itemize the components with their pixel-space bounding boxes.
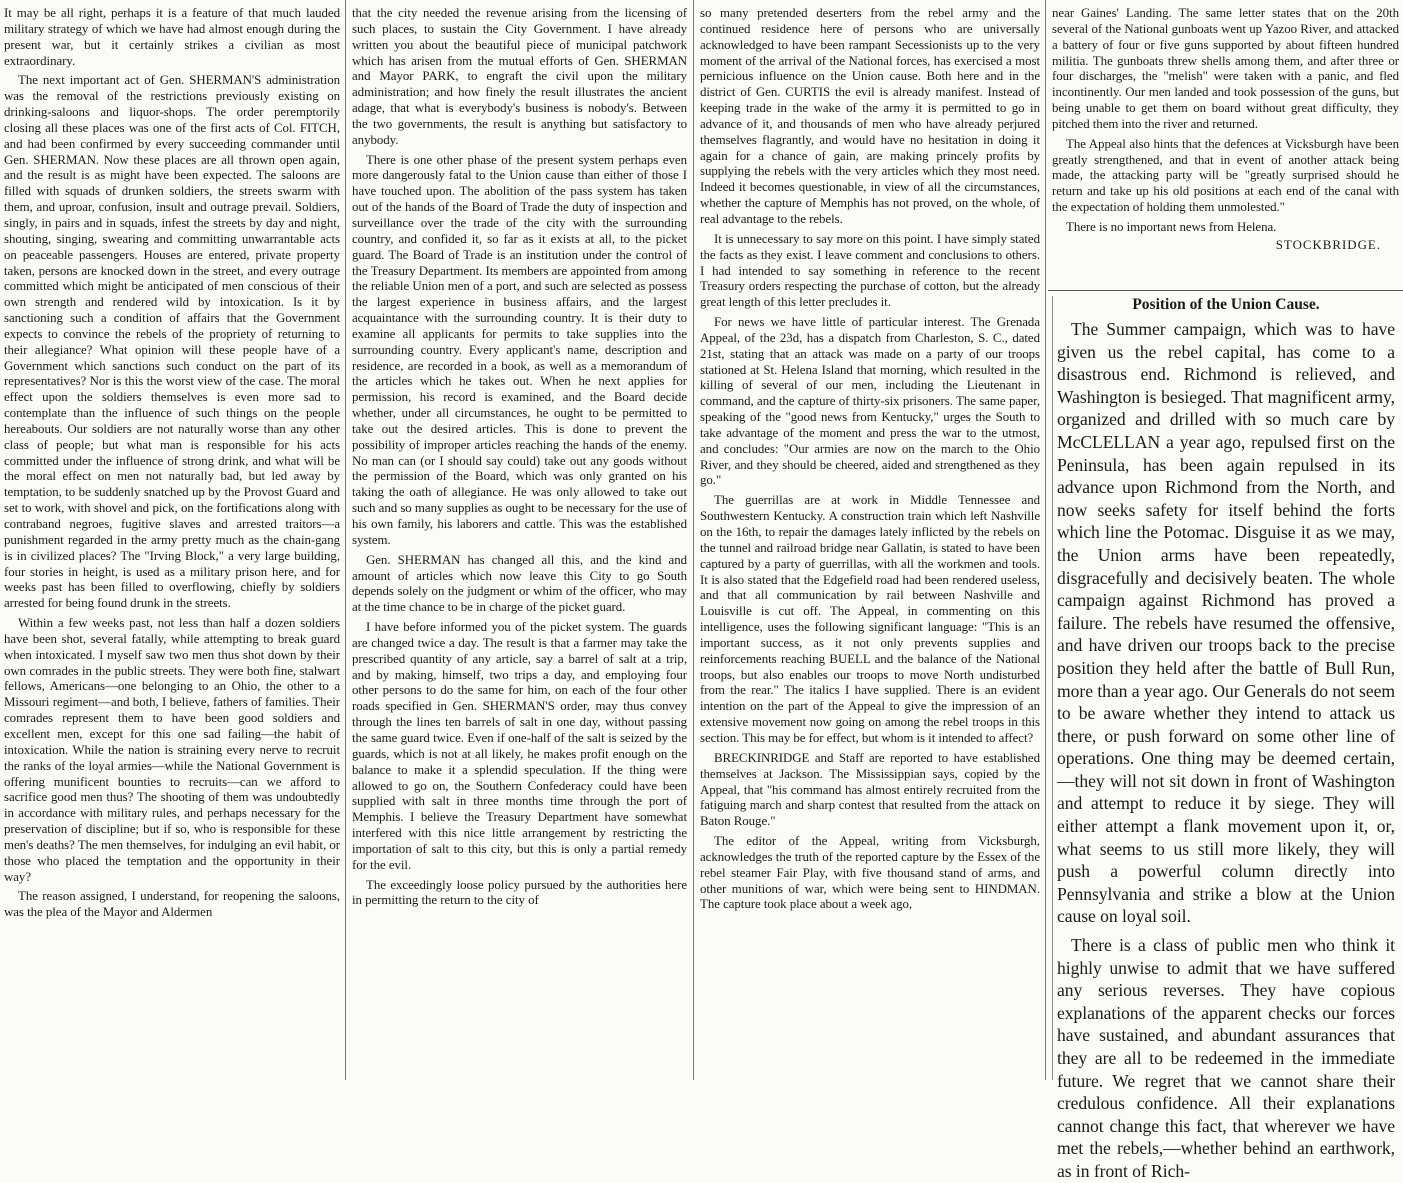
column-1 [0, 0, 344, 1080]
paragraph: Within a few weeks past, not less than half a dozen soldiers have been shot, several fatally, while attempting to break guard when intoxicated. I myself saw two men thus shot down by their own comrades in the public streets. They were both fine, stalwart fellows, Americans—one belonging to an Ohio, the other to a Missouri regiment—and both, I believe, fathers of families. Their comrades represent them to have been good soldiers and excellent men, except for this one sad failing—the habit of intoxication. While the nation is straining every nerve to recruit the ranks of the loyal armies—while the National Government is offering munificent bounties to recruits—can we afford to sacrifice good men thus? The shooting of them was undoubtedly in accordance with military rules, and perhaps necessary for the preservation of discipline; but if so, who is responsible for these men's deaths? The men themselves, for indulging an evil habit, or those who placed the temptation and the opportunity in their way? [4, 616, 340, 884]
paragraph: near Gaines' Landing. The same letter states that on the 20th several of the National gunboats went up Yazoo River, and attacked a battery of four or five guns supported by about fifteen hundred militia. The gunboats threw shells among them, and after three or four discharges, the "melish" were taken with a panic, and fled incontinently. Our men landed and took possession of the guns, but being unable to get them on board without great difficulty, they pitched them into the river and returned. [1052, 6, 1399, 131]
paragraph: There is one other phase of the present system perhaps even more dangerously fatal to the Union cause than either of those I have touched upon. The abolition of the pass system has taken out of the hands of the Board of Trade the duty of inspection and surveillance over the trade of the city with the surrounding country, and confided it, so far as it exists at all, to the picket guard. The Board of Trade is an institution under the control of the Treasury Department. Its members are appointed from among the reliable Union men of a port, and such are selected as possess the largest experience in business affairs, and the largest acquaintance with the surrounding country. It is their duty to examine all applicants for permits to take supplies into the surrounding country. Every applicant's name, description and residence, are recorded in a book, as well as a memorandum of the articles which he takes out. When he next applies for permission, his record is examined, and the Board decide whether, under all circumstances, he ought to be permitted to take out the desired articles. This is done to prevent the possibility of improper articles reaching the hands of the enemy. No man can (or I should say could) take out any goods without the permission of the Board, which was only granted on his taking the oath of allegiance. He was only allowed to take out such and so many supplies as ought to be necessary for the use of his own family, his laborers and cattle. This was the established system. [352, 152, 687, 547]
paragraph: I have before informed you of the picket system. The guards are changed twice a day. The result is that a farmer may take the prescribed quantity of any article, say a barrel of salt at a trip, and by making, himself, two trips a day, and employing four other persons to do the same for him, on each of the four other roads specified in Gen. SHERMAN'S order, may thus convey through the lines ten barrels of salt in one day, without passing the same guard twice. Even if one-half of the salt is seized by the guards, which is not at all likely, he makes profit enough on the balance to make it a splendid speculation. If the thing were allowed to go on, the Southern Confederacy could have been supplied with salt in three months time through the port of Memphis. I believe the Treasury Department have somewhat interfered with this nice little arrangement by restricting the importation of salt to this city, but this is only a partial remedy for the evil. [352, 620, 687, 872]
column-3 [696, 0, 1044, 1080]
paragraph: It may be all right, perhaps it is a feature of that much lauded military strategy of which we have had almost enough during the present war, but it certainly strikes a civilian as most extraordinary. [4, 6, 340, 68]
column-divider [345, 0, 346, 1080]
column-4 [1048, 0, 1403, 292]
paragraph: The Summer campaign, which was to have given us the rebel capital, has come to a disastrous end. Richmond is relieved, and Washington is besieged. That magnificent army, organized and drilled with so much care by McCLELLAN a year ago, repulsed first on the Peninsula, has been again repulsed in its advance upon Richmond from the North, and now seeks safety for itself behind the forts which line the Potomac. Disguise it as we may, the Union arms have been repeatedly, disgracefully and decisively beaten. The whole campaign against Richmond has proved a failure. The rebels have resumed the offensive, and have driven our troops back to the precise position they held after the battle of Bull Run, more than a year ago. Our Generals do not seem to be aware whether they intend to attack us there, or push forward on some other line of operations. One thing may be deemed certain,—they will not sit down in front of Washington and attempt to reduce it by siege. They will either attempt a flank movement upon it, or, what seems to us still more likely, they will push a powerful column directly into Pennsylvania and strike a blow at the Union cause on loyal soil. [1057, 319, 1395, 927]
paragraph: The editor of the Appeal, writing from Vicksburgh, acknowledges the truth of the reported capture by the Essex of the rebel steamer Fair Play, with five thousand stand of arms, and other munitions of war, which were being sent to HINDMAN. The capture took place about a week ago, [700, 834, 1040, 912]
paragraph: Gen. SHERMAN has changed all this, and the kind and amount of articles which now leave this City to go South depends solely on the judgment or whim of the officer, who may at the time chance to be in charge of the picket guard. [352, 552, 687, 615]
paragraph: The reason assigned, I understand, for reopening the saloons, was the plea of the Mayor and Aldermen [4, 889, 340, 920]
paragraph: that the city needed the revenue arising from the licensing of such places, to sustain the City Government. I have already written you about the beautiful piece of municipal patchwork which has arisen from the mutual efforts of Gen. SHERMAN and Mayor PARK, to engraft the civil upon the military administration; and how finely the result illustrates the ancient adage, that what is everybody's business is nobody's. Between the two governments, the result is anything but satisfactory to anybody. [352, 6, 687, 147]
paragraph: The Appeal also hints that the defences at Vicksburgh have been greatly strengthened, and that in event of another attack being made, the attacking party will be "greatly surprised should he return and take up his old positions at each end of the canal with the expectation of holding them unmolested." [1052, 136, 1399, 215]
paragraph: The exceedingly loose policy pursued by the authorities here in permitting the return to the city of [352, 877, 687, 908]
paragraph: The guerrillas are at work in Middle Tennessee and Southwestern Kentucky. A construction train which left Nashville on the 16th, to repair the damages lately inflicted by the rebels on the tunnel and railroad bridge near Gallatin, is stated to have been captured by a party of guerrillas, with all the workmen and tools. It is also stated that the Edgefield road had been rendered useless, and that all communication by rail between Nashville and Louisville is cut off. The Appeal, in commenting on this intelligence, uses the following significant language: "This is an important success, as it not only prevents supplies and reinforcements reaching BUELL and the balance of the National troops, but also enables our troops to move North undisturbed from the rear." The italics I have supplied. There is an evident intention on the part of the Appeal to give the impression of an extensive movement now going on among the rebel troops in this section. This may be for effect, but whom is it intended to affect? [700, 493, 1040, 745]
editorial-article [1052, 296, 1399, 1181]
paragraph: so many pretended deserters from the rebel army and the continued residence here of persons who are universally acknowledged to have been rampant Secessionists up to the very moment of the arrival of the National forces, has exercised a most pernicious influence on the Union cause. Both here and in the district of Gen. CURTIS the evil is already manifest. Instead of keeping trade in the wake of the army it is permitted to go in advance of it, and thousands of men who have already perjured themselves flagrantly, and would have no hesitation in doing it again for a chance of gain, are making princely profits by supplying the rebels with the very articles which they most need. Indeed it becomes questionable, in view of all the circumstances, whether the capture of Memphis has not proved, on the whole, of real advantage to the rebels. [700, 6, 1040, 226]
column-divider [1045, 0, 1046, 1080]
paragraph: There is no important news from Helena. [1066, 219, 1277, 234]
paragraph: The next important act of Gen. SHERMAN'S administration was the removal of the restrictions previously existing on drinking-saloons and liquor-shops. The order peremptorily closing all these places was one of the first acts of Col. FITCH, and had been confirmed by every succeeding commander until Gen. SHERMAN. Now these places are all thrown open again, and the result is as might have been expected. The saloons are filled with squads of drunken soldiers, the streets swarm with them, and uproar, confusion, insult and outrage prevail. Soldiers, singly, in pairs and in squads, infest the streets by day and night, shouting, singing, swearing and committing unwarrantable acts on peaceable passengers. Houses are entered, private property taken, persons are knocked down in the street, and every outrage committed which might be anticipated of men conscious of their own strength and rendered wild by intoxication. Is it by sanctioning such a condition of affairs that the Government expects to convince the rebels of the propriety of returning to their allegiance? What opinion will these people have of a Government which sanctions such conduct on the part of its representatives? Nor is this the worst view of the case. The moral effect upon the soldiers themselves is even more sad to contemplate than the influence of such things on the people hereabouts. Our soldiers are not naturally worse than any other class of people; but what man is responsible for his acts committed under the influence of strong drink, and what will be the moral effect on men not naturally bad, but led away by temptation, to be suddenly snatched up by the Provost Guard and set to work, with shovel and pick, on the fortifications along with contraband negroes, fugitive slaves and arrested traitors—a punishment regarded in the army pretty much as the chain-gang is in civilized places? The "Irving Block," a very large building, four stories in height, is used as a military prison here, and for weeks past has been filled to overflowing, chiefly by soldiers arrested for being found drunk in the streets. [4, 73, 340, 611]
paragraph: There is a class of public men who think it highly unwise to admit that we have suffered any serious reverses. They have copious explanations of the apparent checks our forces have sustained, and abundant assurances that they are all to be redeemed in the immediate future. We regret that we cannot share their credulous confidence. All their explanations cannot change this fact, that wherever we have met the rebels,—whether behind an earthwork, as in front of Rich- [1057, 935, 1395, 1181]
paragraph: It is unnecessary to say more on this point. I have simply stated the facts as they exist. I leave comment and conclusions to others. I had intended to say something in reference to the recent Treasury orders respecting the purchase of cotton, but the already great length of this letter precludes it. [700, 231, 1040, 310]
paragraph: BRECKINRIDGE and Staff are reported to have established themselves at Jackson. The Mississippian says, copied by the Appeal, that "his command has almost entirely recruited from the fatiguing march and sharp contest that resulted from the attack on Baton Rouge." [700, 750, 1040, 829]
signature: STOCKBRIDGE. [1275, 237, 1381, 252]
article-headline: Position of the Union Cause. [1132, 296, 1320, 313]
paragraph: For news we have little of particular interest. The Grenada Appeal, of the 23d, has a dispatch from Charleston, S. C., dated 21st, stating that an attack was made on a party of our troops stationed at St. Helena Island that morning, which resulted in the killing of several of our men, including the Lieutenant in command, and the capture of thirty-six prisoners. The same paper, speaking of the "good news from Kentucky," urges the South to take advantage of the moment and press the war to the utmost, and concludes: "Our armies are now on the march to the Ohio River, and they should be cheered, aided and strengthened as they go." [700, 315, 1040, 488]
column-divider [693, 0, 694, 1080]
clipping-edge [1048, 290, 1403, 291]
column-2 [348, 0, 691, 1080]
